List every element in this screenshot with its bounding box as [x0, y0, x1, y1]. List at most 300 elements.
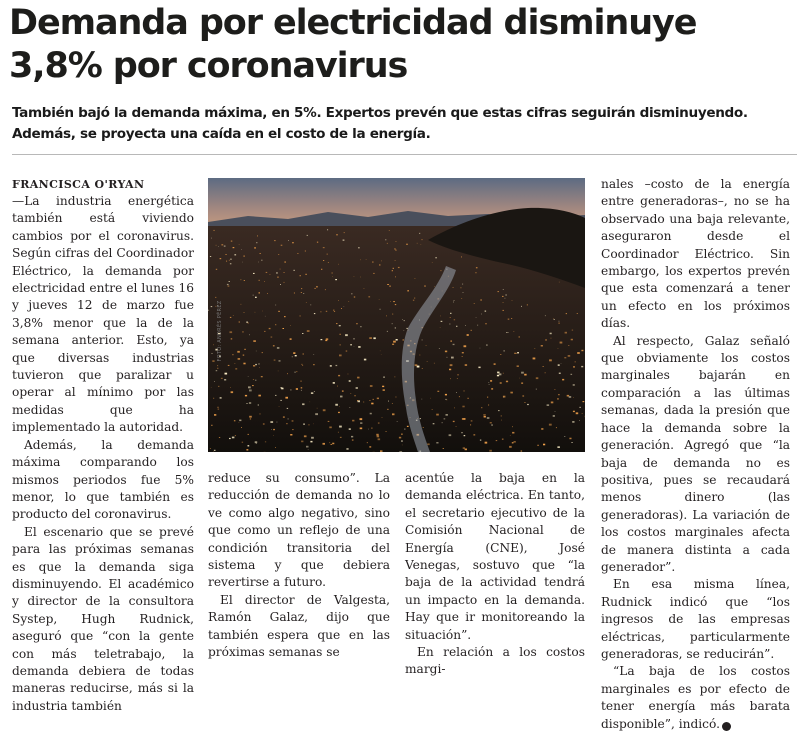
- city-light: [308, 449, 309, 450]
- city-light: [311, 392, 313, 394]
- city-light: [497, 375, 499, 377]
- city-light: [453, 421, 455, 422]
- city-light: [514, 441, 516, 443]
- city-light: [498, 291, 499, 292]
- city-light: [255, 312, 256, 313]
- city-light: [554, 319, 555, 320]
- city-light: [485, 311, 487, 312]
- city-light: [517, 352, 519, 353]
- city-light: [514, 353, 516, 354]
- city-light: [449, 434, 452, 436]
- article-column-3: [405, 470, 585, 679]
- city-light: [258, 280, 260, 281]
- city-light: [484, 416, 486, 418]
- city-light: [519, 336, 521, 337]
- city-light: [323, 247, 325, 248]
- city-light: [545, 315, 546, 316]
- city-light: [310, 305, 311, 306]
- final-paragraph-text: “La baja de los costos marginales es por efecto de tener energía más barata disponible”, indicó.: [601, 664, 790, 730]
- city-light: [346, 351, 348, 352]
- city-light: [434, 363, 435, 364]
- city-light: [270, 421, 273, 423]
- city-light: [398, 267, 400, 268]
- city-light: [315, 413, 318, 415]
- city-light: [392, 413, 395, 415]
- city-light: [265, 441, 266, 442]
- city-light: [242, 331, 244, 332]
- city-light: [224, 379, 226, 381]
- article-column-4: [601, 176, 790, 733]
- paragraph: nales –costo de la energía entre generadoras–, no se ha observado una baja relevante, aseguraron desde el Coordinador Eléctrico. Sin embargo, los expertos prevén que esta comenzará a tener un efecto en los próximos días.: [601, 176, 790, 333]
- city-light: [270, 274, 271, 275]
- city-light: [302, 403, 304, 405]
- city-light: [506, 381, 508, 383]
- city-light: [392, 324, 393, 325]
- city-light: [549, 424, 552, 426]
- city-light: [230, 387, 231, 388]
- city-light: [476, 317, 477, 318]
- city-light: [477, 325, 478, 326]
- city-light: [392, 403, 393, 404]
- city-light: [283, 328, 285, 329]
- city-light: [276, 422, 277, 423]
- city-light: [337, 386, 338, 387]
- city-light: [325, 340, 327, 341]
- city-light: [481, 407, 482, 408]
- city-light: [390, 301, 391, 302]
- city-light: [286, 423, 288, 424]
- city-light: [226, 261, 227, 262]
- city-light: [545, 339, 547, 340]
- city-light: [212, 360, 214, 362]
- city-light: [258, 395, 261, 397]
- city-light: [253, 379, 254, 380]
- city-light: [462, 356, 463, 357]
- city-light: [485, 323, 487, 324]
- city-light: [350, 393, 351, 394]
- city-light: [214, 450, 216, 451]
- city-light: [304, 435, 307, 437]
- city-light: [231, 391, 234, 393]
- city-light: [313, 424, 314, 425]
- city-light: [285, 397, 288, 399]
- city-light: [269, 328, 271, 329]
- city-light: [230, 263, 232, 264]
- city-light: [293, 352, 295, 354]
- city-light: [558, 348, 559, 349]
- city-light: [238, 358, 241, 360]
- city-light: [229, 438, 231, 439]
- photo-image: [208, 178, 585, 452]
- city-light: [393, 301, 395, 302]
- city-light: [279, 360, 281, 361]
- deck-divider: [12, 154, 797, 155]
- city-light: [430, 398, 431, 399]
- city-light: [372, 262, 373, 263]
- city-light: [379, 264, 381, 265]
- article-column-2: [208, 470, 390, 661]
- city-light: [345, 334, 348, 336]
- city-light: [404, 320, 405, 321]
- city-light: [275, 447, 276, 448]
- city-light: [259, 292, 261, 293]
- city-light: [407, 426, 409, 427]
- city-light: [349, 428, 351, 429]
- city-light: [521, 372, 524, 374]
- city-light: [456, 326, 457, 327]
- city-light: [460, 287, 461, 288]
- city-light: [288, 419, 289, 420]
- city-light: [393, 341, 396, 343]
- city-light: [450, 341, 452, 342]
- city-light: [330, 365, 332, 366]
- city-light: [246, 449, 248, 450]
- city-light: [220, 397, 222, 398]
- city-light: [300, 381, 302, 382]
- city-light: [257, 236, 258, 237]
- city-light: [511, 318, 512, 319]
- city-light: [414, 298, 415, 299]
- city-light: [351, 436, 353, 438]
- city-light: [462, 352, 464, 353]
- city-light: [480, 348, 481, 349]
- city-light: [288, 240, 289, 241]
- city-light: [354, 395, 356, 396]
- city-light: [395, 328, 396, 329]
- city-light: [577, 313, 578, 314]
- city-light: [363, 402, 364, 403]
- city-light: [450, 364, 453, 366]
- city-light: [349, 407, 350, 408]
- city-light: [244, 349, 246, 350]
- city-light: [558, 321, 559, 322]
- city-light: [360, 428, 363, 430]
- city-light: [320, 312, 321, 313]
- city-light: [290, 338, 292, 339]
- city-light: [521, 306, 522, 307]
- city-light: [461, 298, 462, 299]
- city-light: [421, 239, 422, 240]
- city-light: [293, 270, 295, 271]
- city-light: [246, 403, 247, 404]
- city-light: [212, 353, 213, 354]
- city-light: [214, 382, 215, 383]
- city-light: [399, 437, 401, 439]
- city-light: [381, 261, 382, 262]
- city-light: [551, 402, 554, 404]
- city-light: [575, 361, 576, 362]
- city-light: [378, 423, 380, 424]
- city-light: [506, 332, 507, 333]
- city-light: [433, 423, 435, 424]
- city-light: [512, 427, 513, 428]
- city-light: [512, 300, 513, 301]
- city-light: [213, 398, 214, 399]
- city-light: [462, 406, 464, 408]
- city-light: [296, 371, 297, 372]
- city-light: [486, 345, 487, 346]
- city-light: [340, 334, 341, 335]
- city-light: [480, 300, 481, 301]
- city-light: [505, 295, 506, 296]
- city-light: [445, 399, 446, 400]
- city-light: [224, 246, 226, 247]
- city-light: [420, 244, 421, 245]
- city-light: [321, 339, 323, 340]
- city-light: [280, 269, 281, 270]
- city-light: [457, 378, 458, 379]
- photo-credit: FOTO: ANDRÉS PÉREZ: [217, 281, 223, 381]
- city-light: [211, 238, 212, 239]
- city-light: [543, 444, 545, 446]
- city-light: [571, 339, 573, 341]
- article-column-1: [12, 176, 194, 715]
- city-light: [557, 446, 560, 448]
- city-light: [521, 383, 523, 384]
- city-light: [385, 240, 386, 241]
- city-light: [445, 351, 447, 353]
- city-light: [284, 262, 286, 263]
- city-light: [396, 339, 398, 341]
- city-light: [241, 427, 242, 428]
- city-light: [357, 377, 359, 379]
- city-light: [371, 428, 373, 429]
- city-light: [249, 335, 250, 336]
- city-light: [240, 304, 241, 305]
- city-light: [229, 281, 230, 282]
- city-light: [476, 267, 478, 268]
- city-light: [336, 365, 338, 366]
- city-light: [273, 345, 275, 346]
- city-light: [296, 388, 298, 390]
- city-light: [422, 340, 423, 341]
- city-light: [305, 274, 306, 275]
- city-light: [256, 443, 257, 444]
- city-light: [336, 234, 337, 235]
- city-light: [208, 310, 209, 311]
- city-light: [316, 286, 318, 287]
- city-light: [344, 232, 345, 233]
- city-light: [292, 420, 294, 421]
- city-light: [290, 434, 292, 436]
- city-light: [440, 270, 441, 271]
- city-light: [338, 300, 339, 301]
- city-light: [568, 355, 571, 357]
- city-light: [340, 396, 343, 398]
- city-light: [313, 354, 314, 355]
- city-light: [279, 406, 280, 407]
- city-light: [265, 316, 266, 317]
- city-light: [386, 316, 387, 317]
- city-light: [301, 387, 303, 388]
- city-light: [514, 331, 515, 332]
- city-light: [278, 311, 280, 312]
- city-light: [457, 374, 459, 375]
- city-light: [402, 445, 403, 446]
- city-light: [397, 421, 398, 422]
- city-light: [227, 284, 229, 285]
- city-light: [453, 344, 455, 345]
- city-light: [256, 242, 258, 243]
- city-light: [517, 365, 519, 367]
- city-light: [494, 363, 496, 364]
- city-light: [248, 445, 250, 446]
- city-light: [290, 390, 291, 391]
- city-light: [239, 322, 240, 323]
- city-light: [364, 359, 366, 361]
- city-light: [333, 382, 335, 384]
- city-light: [533, 358, 536, 360]
- city-light: [564, 357, 566, 358]
- city-light: [417, 243, 418, 244]
- city-light: [499, 373, 502, 375]
- city-light: [512, 442, 514, 443]
- city-light: [351, 293, 352, 294]
- city-light: [467, 334, 469, 336]
- city-light: [253, 273, 255, 274]
- city-light: [503, 396, 506, 398]
- city-light: [216, 245, 217, 246]
- city-light: [379, 299, 380, 300]
- city-light: [248, 386, 251, 388]
- city-light: [387, 409, 389, 410]
- city-light: [325, 289, 326, 290]
- city-light: [417, 366, 420, 368]
- city-light: [210, 448, 211, 449]
- city-light: [527, 305, 528, 306]
- city-light: [274, 240, 275, 241]
- paragraph: En esa misma línea, Rudnick indicó que “los ingresos de las empresas eléctricas, particularmente generadoras, se reducirán”.: [601, 576, 790, 663]
- city-light: [278, 254, 279, 255]
- city-light: [427, 443, 430, 445]
- city-light: [558, 394, 559, 395]
- city-light: [220, 258, 222, 259]
- city-light: [503, 302, 504, 303]
- city-light: [392, 270, 393, 271]
- city-light: [450, 379, 451, 380]
- city-light: [432, 262, 433, 263]
- city-light: [255, 297, 257, 298]
- city-light: [501, 416, 502, 417]
- city-light: [310, 441, 312, 443]
- paragraph: [601, 663, 790, 733]
- city-light: [461, 257, 462, 258]
- city-light: [442, 423, 443, 424]
- city-light: [569, 396, 572, 398]
- city-light: [558, 364, 560, 365]
- city-light: [284, 272, 285, 273]
- city-light: [255, 380, 256, 381]
- city-light: [524, 374, 526, 376]
- city-light: [450, 317, 451, 318]
- city-light: [242, 442, 243, 443]
- city-light: [323, 443, 326, 445]
- city-light: [450, 313, 452, 314]
- city-light: [491, 388, 493, 389]
- city-light: [358, 247, 359, 248]
- city-light: [443, 448, 444, 449]
- city-light: [308, 424, 309, 425]
- city-light: [331, 444, 333, 445]
- city-light: [317, 242, 318, 243]
- city-light: [260, 414, 261, 415]
- city-light: [314, 288, 315, 289]
- city-light: [254, 247, 256, 248]
- city-light: [235, 435, 236, 436]
- city-light: [213, 345, 214, 346]
- city-light: [341, 308, 342, 309]
- city-light: [401, 440, 403, 441]
- city-light: [395, 277, 396, 278]
- city-light: [332, 443, 334, 445]
- city-light: [566, 313, 567, 314]
- city-light: [314, 391, 315, 392]
- city-light: [339, 426, 342, 428]
- city-light: [399, 451, 402, 452]
- city-light: [228, 365, 230, 366]
- city-light: [582, 413, 583, 414]
- city-light: [536, 377, 539, 379]
- city-light: [311, 437, 314, 439]
- city-light: [489, 450, 492, 452]
- city-light: [435, 257, 437, 258]
- city-light: [352, 440, 354, 441]
- city-light: [229, 260, 230, 261]
- city-light: [231, 338, 233, 339]
- city-light: [423, 427, 424, 428]
- city-light: [573, 366, 575, 367]
- city-light: [306, 302, 307, 303]
- city-light: [242, 262, 243, 263]
- city-light: [364, 288, 365, 289]
- city-light: [453, 302, 454, 303]
- city-light: [275, 324, 276, 325]
- city-light: [537, 445, 539, 446]
- city-light: [454, 300, 455, 301]
- city-light: [301, 390, 302, 391]
- city-light: [471, 330, 473, 331]
- city-light: [249, 416, 252, 418]
- city-light: [373, 399, 374, 400]
- city-light: [581, 350, 583, 351]
- city-light: [232, 437, 235, 439]
- city-light: [376, 434, 378, 436]
- city-light: [470, 425, 471, 426]
- city-light: [338, 264, 339, 265]
- city-light: [300, 275, 301, 276]
- city-light: [496, 440, 498, 441]
- city-light: [371, 403, 373, 405]
- city-light: [543, 366, 544, 367]
- city-light: [573, 411, 575, 412]
- city-light: [420, 418, 421, 419]
- city-light: [327, 254, 328, 255]
- city-light: [360, 260, 361, 261]
- city-light: [369, 400, 370, 401]
- city-light: [456, 392, 457, 393]
- city-light: [234, 363, 235, 364]
- city-light: [213, 230, 215, 231]
- city-light: [401, 434, 403, 435]
- city-light: [424, 286, 426, 287]
- city-light: [488, 382, 489, 383]
- city-light: [234, 254, 236, 255]
- city-light: [413, 300, 414, 301]
- city-light: [439, 348, 440, 349]
- city-light: [335, 404, 338, 406]
- city-light: [564, 436, 565, 437]
- city-light: [214, 414, 216, 416]
